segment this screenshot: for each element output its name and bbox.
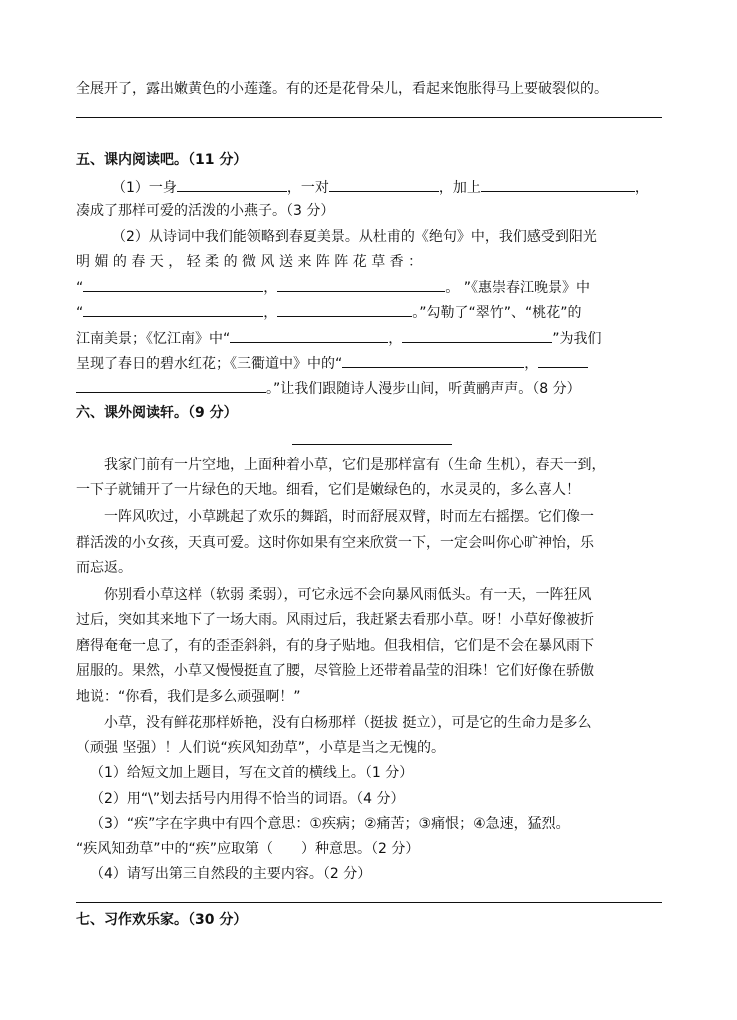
blank[interactable]: [538, 353, 588, 368]
q5-1-line2: 凑成了那样可爱的活泼的小燕子。（3 分）: [76, 203, 335, 219]
q5-2-line3: “ ， 。 ”《惠崇春江晚景》中: [76, 277, 662, 298]
passage-p3-line5: 地说：“你看，我们是多么顽强啊！”: [76, 689, 301, 705]
passage-p2-line1: 一阵风吹过，小草跳起了欢乐的舞蹈，时而舒展双臂，时而左右摇摆。它们像一: [104, 509, 594, 525]
q6-4: （4）请写出第三自然段的主要内容。（2 分）: [90, 866, 372, 882]
section-7-heading: 七、习作欢乐家。（30 分）: [76, 912, 248, 928]
passage-p1-line1: 我家门前有一片空地，上面种着小草，它们是那样富有（生命 生机），春天一到，: [104, 457, 606, 473]
answer-line: [76, 117, 662, 118]
passage-p4-line1: 小草，没有鲜花那样娇艳，没有白杨那样（挺拔 挺立），可是它的生命力是多么: [104, 715, 592, 731]
passage-p2-line3: 而忘返。: [76, 560, 132, 576]
blank[interactable]: [277, 302, 412, 317]
blank[interactable]: [277, 277, 445, 292]
blank[interactable]: [83, 302, 263, 317]
blank[interactable]: [342, 353, 524, 368]
q6-1: （1）给短文加上题目，写在文首的横线上。（1 分）: [90, 765, 414, 781]
blank[interactable]: [481, 177, 635, 192]
q5-2-line7: 。”让我们跟随诗人漫步山间，听黄鹂声声。（8 分）: [76, 378, 662, 399]
passage-p1-line2: 一下子就铺开了一片绿色的天地。细看，它们是嫩绿色的，水灵灵的，多么喜人！: [76, 482, 580, 498]
title-blank-line[interactable]: [292, 444, 452, 445]
q6-3-line2: “疾风知劲草”中的“疾”应取第（ ）种意思。（2 分）: [76, 841, 420, 857]
q5-2-line4: “ ， 。”勾勒了“翠竹”、“桃花”的: [76, 302, 662, 323]
q6-3-line1: （3）“疾”字在字典中有四个意思：①疾病；②痛苦；③痛恨；④急速，猛烈。: [90, 816, 570, 832]
blank[interactable]: [76, 378, 266, 393]
q5-1-line1: （1）一身 ，一对 ，加上 ，: [76, 177, 662, 198]
blank[interactable]: [402, 328, 552, 343]
text-line: 全展开了，露出嫩黄色的小莲蓬。有的还是花骨朵儿，看起来饱胀得马上要破裂似的。: [76, 81, 608, 97]
section-6-heading: 六、课外阅读轩。（9 分）: [76, 405, 238, 421]
q5-2-line2: 明 媚 的 春 天 ， 轻 柔 的 微 风 送 来 阵 阵 花 草 香 ：: [76, 254, 423, 270]
blank[interactable]: [230, 328, 388, 343]
passage-p3-line4: 屈服的。果然，小草又慢慢挺直了腰，尽管脸上还带着晶莹的泪珠！它们好像在骄傲: [76, 663, 594, 679]
passage-p3-line2: 过后，突如其来地下了一场大雨。风雨过后，我赶紧去看那小草。呀！小草好像被折: [76, 612, 594, 628]
section-5-heading: 五、课内阅读吧。（11 分）: [76, 152, 248, 168]
q5-2-line1: （2）从诗词中我们能领略到春夏美景。从杜甫的《绝句》中，我们感受到阳光: [112, 229, 597, 245]
q6-2: （2）用“\”划去括号内用得不恰当的词语。（4 分）: [90, 791, 405, 807]
answer-line[interactable]: [76, 902, 662, 903]
q5-2-line5: 江南美景；《忆江南》中“ ， ”为我们: [76, 328, 662, 349]
q5-2-line6: 呈现了春日的碧水红花；《三衢道中》中的“ ，: [76, 353, 662, 374]
passage-p2-line2: 群活泼的小女孩，天真可爱。这时你如果有空来欣赏一下，一定会叫你心旷神怡，乐: [76, 535, 594, 551]
blank[interactable]: [83, 277, 263, 292]
blank[interactable]: [177, 177, 287, 192]
passage-p3-line1: 你别看小草这样（软弱 柔弱），可它永远不会向暴风雨低头。有一天，一阵狂风: [104, 587, 592, 603]
blank[interactable]: [329, 177, 439, 192]
passage-p3-line3: 磨得奄奄一息了，有的歪歪斜斜，有的身子贴地。但我相信，它们是不会在暴风雨下: [76, 638, 594, 654]
passage-p4-line2: （顽强 坚强）！人们说“疾风知劲草”，小草是当之无愧的。: [76, 740, 445, 756]
